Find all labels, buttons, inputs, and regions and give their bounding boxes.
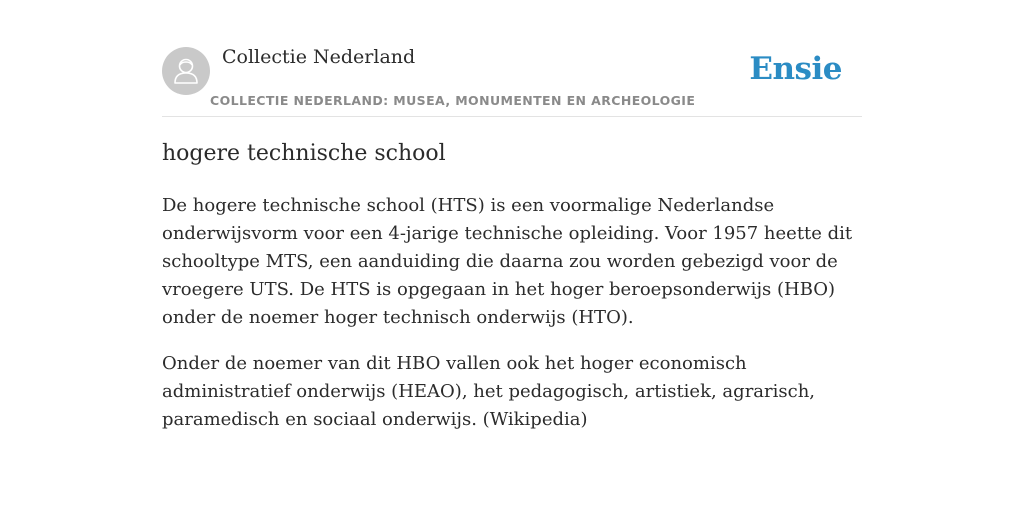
author-name[interactable]: Collectie Nederland	[222, 46, 416, 68]
user-avatar-icon	[162, 47, 210, 95]
page-title: hogere technische school	[162, 141, 446, 166]
ensie-logo[interactable]: Ensie	[749, 51, 842, 87]
article-paragraph: Onder de noemer van dit HBO vallen ook het hoger economisch administratief onderwijs (HEAO), het pedagogisch, artistiek, agrarisch, paramedisch en sociaal onderwijs. (Wikipedia)	[162, 353, 816, 430]
article-paragraph: De hogere technische school (HTS) is een voormalige Nederlandse onderwijsvorm voor een 4-jarige technische opleiding. Voor 1957 heette dit schooltype MTS, een aanduiding die daarna zou worden gebezigd voor de vroegere UTS. De HTS is opgegaan in het hoger beroepsonderwijs (HBO) onder de noemer hoger technisch onderwijs (HTO).	[162, 195, 853, 328]
article-body	[162, 192, 862, 452]
author-avatar[interactable]	[162, 47, 210, 95]
author-subtitle: COLLECTIE NEDERLAND: MUSEA, MONUMENTEN EN ARCHEOLOGIE	[210, 93, 696, 108]
page-container	[162, 0, 862, 430]
article-header	[162, 0, 862, 117]
